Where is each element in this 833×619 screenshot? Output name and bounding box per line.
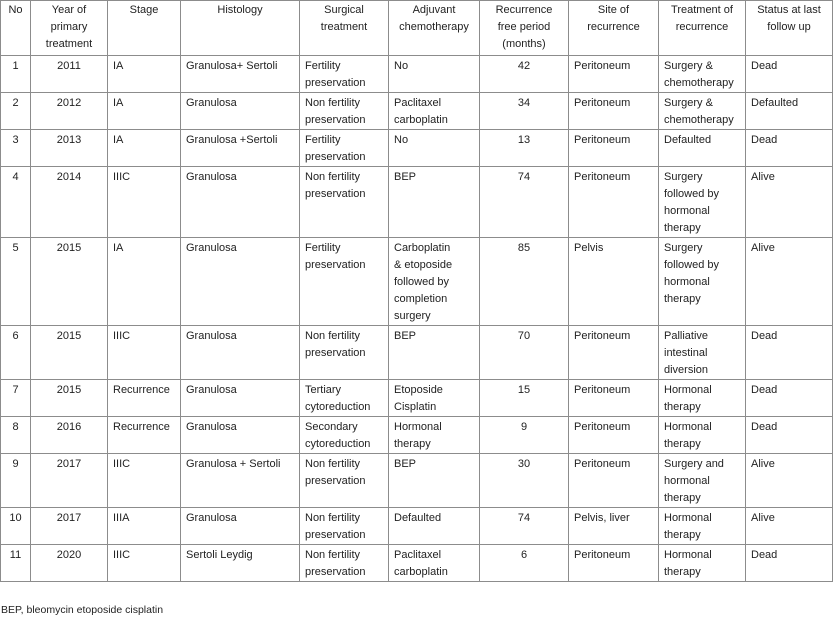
table-cell: Peritoneum bbox=[569, 417, 659, 454]
table-cell: IIIA bbox=[108, 508, 181, 545]
table-cell: Dead bbox=[746, 380, 833, 417]
table-cell: Non fertility preservation bbox=[300, 326, 389, 380]
table-row bbox=[1, 56, 833, 93]
table-cell: Recurrence bbox=[108, 380, 181, 417]
table-cell: Fertility preservation bbox=[300, 56, 389, 93]
table-row bbox=[1, 380, 833, 417]
table-cell: Dead bbox=[746, 326, 833, 380]
table-cell: Granulosa bbox=[181, 508, 300, 545]
table-cell: 74 bbox=[480, 508, 569, 545]
column-header: Treatment of recurrence bbox=[659, 1, 746, 56]
table-cell: Recurrence bbox=[108, 417, 181, 454]
table-cell: Hormonal therapy bbox=[659, 380, 746, 417]
table-cell: Non fertility preservation bbox=[300, 508, 389, 545]
table-cell: Pelvis, liver bbox=[569, 508, 659, 545]
table-header bbox=[1, 1, 833, 56]
table-cell: 13 bbox=[480, 130, 569, 167]
table-cell: Surgery & chemotherapy bbox=[659, 56, 746, 93]
table-cell: IA bbox=[108, 238, 181, 326]
table-cell: Granulosa bbox=[181, 417, 300, 454]
table-cell: IA bbox=[108, 130, 181, 167]
table-cell: 7 bbox=[1, 380, 31, 417]
table-cell: 2 bbox=[1, 93, 31, 130]
table-cell: Peritoneum bbox=[569, 454, 659, 508]
table-cell: Granulosa bbox=[181, 238, 300, 326]
table-cell: Fertility preservation bbox=[300, 130, 389, 167]
table-cell: Palliative intestinal diversion bbox=[659, 326, 746, 380]
table-cell: IA bbox=[108, 56, 181, 93]
table-cell: IIIC bbox=[108, 454, 181, 508]
table-cell: IA bbox=[108, 93, 181, 130]
table-cell: 9 bbox=[1, 454, 31, 508]
table-cell: Alive bbox=[746, 454, 833, 508]
table-cell: BEP bbox=[389, 326, 480, 380]
table-cell: Secondary cytoreduction bbox=[300, 417, 389, 454]
table-cell: 2015 bbox=[31, 238, 108, 326]
table-cell: 2015 bbox=[31, 326, 108, 380]
table-cell: Dead bbox=[746, 130, 833, 167]
table-row bbox=[1, 238, 833, 326]
table-cell: Dead bbox=[746, 56, 833, 93]
header-row bbox=[1, 1, 833, 56]
table-cell: 85 bbox=[480, 238, 569, 326]
table-cell: 8 bbox=[1, 417, 31, 454]
table-cell: Non fertility preservation bbox=[300, 167, 389, 238]
table-cell: Paclitaxel carboplatin bbox=[389, 93, 480, 130]
table-cell: Granulosa+ Sertoli bbox=[181, 56, 300, 93]
table-cell: 2014 bbox=[31, 167, 108, 238]
table-cell: Peritoneum bbox=[569, 93, 659, 130]
table-footnote: BEP, bleomycin etoposide cisplatin bbox=[1, 604, 164, 616]
table-row bbox=[1, 454, 833, 508]
table-cell: Peritoneum bbox=[569, 326, 659, 380]
table-cell: 2016 bbox=[31, 417, 108, 454]
table-cell: Surgery and hormonal therapy bbox=[659, 454, 746, 508]
table-cell: Etoposide Cisplatin bbox=[389, 380, 480, 417]
table-body bbox=[1, 56, 833, 582]
table-cell: Granulosa bbox=[181, 167, 300, 238]
table-cell: Granulosa + Sertoli bbox=[181, 454, 300, 508]
column-header: No bbox=[1, 1, 31, 56]
table-cell: Alive bbox=[746, 167, 833, 238]
table-cell: 30 bbox=[480, 454, 569, 508]
table-cell: Defaulted bbox=[389, 508, 480, 545]
column-header: Adjuvant chemotherapy bbox=[389, 1, 480, 56]
table-row bbox=[1, 417, 833, 454]
table-cell: Non fertility preservation bbox=[300, 93, 389, 130]
table-cell: Peritoneum bbox=[569, 130, 659, 167]
table-cell: 2012 bbox=[31, 93, 108, 130]
table-cell: No bbox=[389, 130, 480, 167]
table-cell: 2013 bbox=[31, 130, 108, 167]
table-cell: Peritoneum bbox=[569, 545, 659, 582]
table-row bbox=[1, 508, 833, 545]
table-cell: Granulosa +Sertoli bbox=[181, 130, 300, 167]
table-cell: Dead bbox=[746, 545, 833, 582]
table-cell: Surgery followed by hormonal therapy bbox=[659, 238, 746, 326]
table-cell: Granulosa bbox=[181, 326, 300, 380]
column-header: Site of recurrence bbox=[569, 1, 659, 56]
table-cell: BEP bbox=[389, 454, 480, 508]
table-cell: 4 bbox=[1, 167, 31, 238]
table-cell: 2015 bbox=[31, 380, 108, 417]
table-cell: IIIC bbox=[108, 167, 181, 238]
table-cell: 34 bbox=[480, 93, 569, 130]
table-cell: Peritoneum bbox=[569, 167, 659, 238]
table-cell: 11 bbox=[1, 545, 31, 582]
table-cell: Granulosa bbox=[181, 93, 300, 130]
table-cell: 6 bbox=[480, 545, 569, 582]
table-cell: IIIC bbox=[108, 545, 181, 582]
table-cell: Peritoneum bbox=[569, 380, 659, 417]
column-header: Recurrence free period (months) bbox=[480, 1, 569, 56]
table-cell: 6 bbox=[1, 326, 31, 380]
table-cell: Hormonal therapy bbox=[659, 417, 746, 454]
table-cell: No bbox=[389, 56, 480, 93]
table-cell: 5 bbox=[1, 238, 31, 326]
table-cell: Hormonal therapy bbox=[659, 508, 746, 545]
table-cell: Defaulted bbox=[746, 93, 833, 130]
table-cell: Defaulted bbox=[659, 130, 746, 167]
table-cell: Hormonal therapy bbox=[389, 417, 480, 454]
table-cell: 74 bbox=[480, 167, 569, 238]
table-cell: Carboplatin & etoposide followed by completion surgery bbox=[389, 238, 480, 326]
table-cell: 2017 bbox=[31, 454, 108, 508]
table-cell: Tertiary cytoreduction bbox=[300, 380, 389, 417]
table-cell: Paclitaxel carboplatin bbox=[389, 545, 480, 582]
column-header: Status at last follow up bbox=[746, 1, 833, 56]
table-cell: 1 bbox=[1, 56, 31, 93]
table-cell: Alive bbox=[746, 508, 833, 545]
table-row bbox=[1, 545, 833, 582]
table-cell: Non fertility preservation bbox=[300, 545, 389, 582]
table-cell: Fertility preservation bbox=[300, 238, 389, 326]
table-cell: 10 bbox=[1, 508, 31, 545]
table-cell: 9 bbox=[480, 417, 569, 454]
table-cell: 3 bbox=[1, 130, 31, 167]
table-cell: BEP bbox=[389, 167, 480, 238]
table-row bbox=[1, 93, 833, 130]
column-header: Stage bbox=[108, 1, 181, 56]
table-cell: Surgery followed by hormonal therapy bbox=[659, 167, 746, 238]
table-cell: Granulosa bbox=[181, 380, 300, 417]
table-cell: 70 bbox=[480, 326, 569, 380]
column-header: Year of primary treatment bbox=[31, 1, 108, 56]
table-cell: 2020 bbox=[31, 545, 108, 582]
table-row bbox=[1, 167, 833, 238]
table-cell: 2011 bbox=[31, 56, 108, 93]
table-row bbox=[1, 326, 833, 380]
table-cell: Sertoli Leydig bbox=[181, 545, 300, 582]
table-cell: Alive bbox=[746, 238, 833, 326]
table-cell: IIIC bbox=[108, 326, 181, 380]
table-cell: 2017 bbox=[31, 508, 108, 545]
table-cell: Surgery & chemotherapy bbox=[659, 93, 746, 130]
table-cell: 15 bbox=[480, 380, 569, 417]
table-cell: 42 bbox=[480, 56, 569, 93]
table-cell: Peritoneum bbox=[569, 56, 659, 93]
table-row bbox=[1, 130, 833, 167]
table-cell: Non fertility preservation bbox=[300, 454, 389, 508]
table-cell: Hormonal therapy bbox=[659, 545, 746, 582]
column-header: Histology bbox=[181, 1, 300, 56]
table-cell: Pelvis bbox=[569, 238, 659, 326]
table-cell: Dead bbox=[746, 417, 833, 454]
column-header: Surgical treatment bbox=[300, 1, 389, 56]
